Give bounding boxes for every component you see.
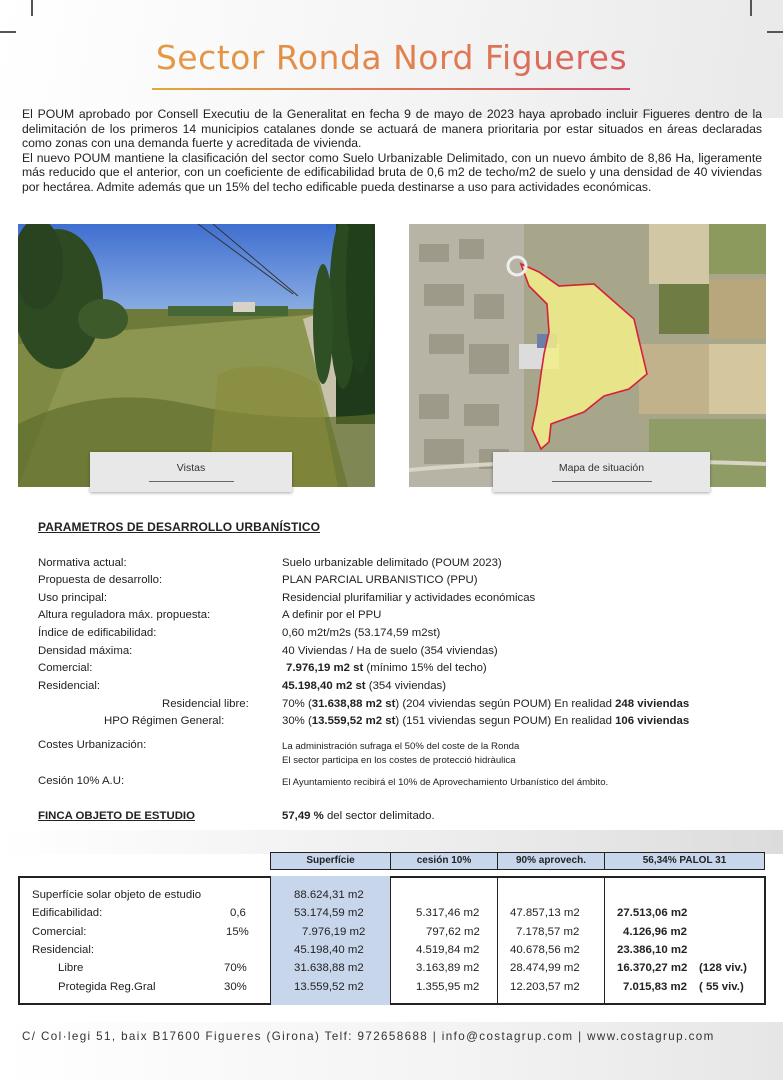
location-map [409, 224, 766, 487]
param-label: Cesión 10% A.U: [38, 775, 125, 787]
field-photo [18, 224, 375, 487]
row-label: Superfície solar objeto de estudio [32, 889, 202, 901]
param-value [282, 680, 446, 692]
param-value: Suelo urbanizable delimitado (POUM 2023) [282, 557, 502, 569]
cell-aprovech: 12.203,57 m2 [510, 981, 580, 993]
value-bold: 57,49 % [282, 810, 324, 822]
cell-palol: 7.015,83 m2 [623, 981, 687, 993]
param-label: Residencial: [38, 680, 101, 692]
param-value: El Ayuntamiento recibirá el 10% de Aprovechamiento Urbanístico del ámbito. [282, 777, 609, 788]
param-row [38, 680, 758, 696]
param-row-libre [38, 698, 758, 714]
crop-mark [767, 31, 783, 33]
value-bold: 248 viviendas [615, 698, 690, 710]
param-label: Comercial: [38, 662, 93, 674]
param-row-costes [38, 739, 758, 755]
crop-mark [750, 0, 752, 16]
row-label: Libre [58, 962, 84, 974]
row-pct: 15% [226, 926, 249, 938]
param-row [38, 574, 758, 590]
cell-cesion: 5.317,46 m2 [416, 907, 480, 919]
cell-aprovech: 40.678,56 m2 [510, 944, 580, 956]
table-header-superficie: Superfície [270, 852, 391, 870]
footer-contact: C/ Col·legi 51, baix B17600 Figueres (Girona) Telf: 972658688 | info@costagrup.com | www.costagrup.com [22, 1030, 715, 1043]
cell-superficie: 88.624,31 m2 [294, 889, 364, 901]
value-bold: 31.638,88 m2 st [311, 698, 396, 710]
param-value: PLAN PARCIAL URBANISTICO (PPU) [282, 574, 478, 586]
caption-text: Mapa de situación [552, 462, 652, 482]
table-row [0, 889, 783, 907]
cell-aprovech: 7.178,57 m2 [516, 926, 580, 938]
photo-caption-map [493, 452, 710, 492]
cell-palol: 16.370,27 m2 [617, 962, 688, 974]
param-value [286, 662, 487, 674]
param-label: Normativa actual: [38, 557, 127, 569]
param-row [38, 627, 758, 643]
crop-mark [0, 31, 16, 33]
value-rest: del sector delimitado. [323, 810, 435, 822]
cell-palol: 4.126,96 m2 [623, 926, 687, 938]
param-value: 40 Viviendas / Ha de suelo (354 viviendas) [282, 645, 498, 657]
table-row [0, 944, 783, 962]
value-bold: 45.198,40 m2 st [282, 680, 366, 692]
param-value [282, 698, 689, 710]
table-row [0, 907, 783, 925]
param-row [38, 609, 758, 625]
param-label: Costes Urbanización: [38, 739, 147, 751]
row-label: Comercial: [32, 926, 87, 938]
cell-aprovech: 47.857,13 m2 [510, 907, 580, 919]
table-row [0, 962, 783, 980]
development-parameters [38, 520, 738, 822]
page-title: Sector Ronda Nord Figueres [0, 38, 783, 77]
cell-aprovech: 28.474,99 m2 [510, 962, 580, 974]
value-rest: (354 viviendas) [365, 680, 447, 692]
param-label: Densidad máxima: [38, 645, 133, 657]
param-row-hpo [38, 715, 758, 731]
photo-caption-vistas [90, 452, 292, 492]
param-row-cesion [38, 775, 758, 791]
cell-viviendas: ( 55 viv.) [699, 981, 744, 993]
value-bold: 7.976,19 m2 st [286, 662, 364, 674]
param-row [38, 662, 758, 678]
param-label: HPO Régimen General: [104, 715, 225, 727]
param-row-costes-2 [38, 755, 758, 771]
param-label: Propuesta de desarrollo: [38, 574, 163, 586]
param-value: 0,60 m2t/m2s (53.174,59 m2st) [282, 627, 441, 639]
value-part: ) (204 viviendas según POUM) En realidad [395, 698, 616, 710]
cell-superficie: 13.559,52 m2 [294, 981, 364, 993]
row-pct: 0,6 [230, 907, 246, 919]
value-bold: 13.559,52 m2 st [311, 715, 396, 727]
caption-text: Vistas [149, 462, 234, 482]
param-value [282, 715, 689, 727]
param-label: FINCA OBJETO DE ESTUDIO [38, 810, 195, 822]
value-part: ) (151 viviendas segun POUM) En realidad [395, 715, 616, 727]
table-header-cesion: cesión 10% [390, 852, 498, 870]
param-value: Residencial plurifamiliar y actividades económicas [282, 592, 536, 604]
param-value: El sector participa en los costes de protecció hidràulica [282, 755, 516, 766]
table-header-palol: 56,34% PALOL 31 [604, 852, 765, 870]
param-label: Uso principal: [38, 592, 108, 604]
param-row [38, 645, 758, 661]
cell-palol: 27.513,06 m2 [617, 907, 688, 919]
intro-text [22, 107, 762, 195]
param-row [38, 557, 758, 573]
cell-superficie: 45.198,40 m2 [294, 944, 364, 956]
cell-cesion: 3.163,89 m2 [416, 962, 480, 974]
row-label: Edificabilidad: [32, 907, 103, 919]
row-pct: 70% [224, 962, 247, 974]
cell-superficie: 31.638,88 m2 [294, 962, 364, 974]
value-part: 70% ( [282, 698, 312, 710]
param-row [38, 592, 758, 608]
param-label: Altura reguladora máx. propuesta: [38, 609, 211, 621]
param-value: La administración sufraga el 50% del coste de la Ronda [282, 741, 520, 752]
value-bold: 106 viviendas [615, 715, 690, 727]
intro-paragraph-2: El nuevo POUM mantiene la clasificación del sector como Suelo Urbanizable Delimitado, con un nuevo ámbito de 8,86 Ha, ligeramente más reducido que el anterior, con un coeficiente de edificabilidad bruta de 0,6 m2 de techo/m2 de suelo y una densidad de 40 viviendas por hectárea. Admite además que un 15% del techo edificable pueda destinarse a uso para actividades económicas. [22, 150, 762, 194]
param-label: Índice de edificabilidad: [38, 627, 157, 639]
value-part: 30% ( [282, 715, 312, 727]
cell-viviendas: (128 viv.) [699, 962, 747, 974]
cell-cesion: 1.355,95 m2 [416, 981, 480, 993]
title-underline [152, 88, 630, 90]
cell-superficie: 53.174,59 m2 [294, 907, 364, 919]
row-label: Residencial: [32, 944, 95, 956]
table-header-aprovech: 90% aprovech. [497, 852, 605, 870]
value-rest: (mínimo 15% del techo) [363, 662, 487, 674]
table-row [0, 981, 783, 999]
param-value: A definir por el PPU [282, 609, 382, 621]
param-row-finca [38, 810, 758, 826]
cell-cesion: 797,62 m2 [426, 926, 480, 938]
table-band [0, 830, 783, 854]
param-label: Residencial libre: [162, 698, 249, 710]
cell-cesion: 4.519,84 m2 [416, 944, 480, 956]
crop-mark [31, 0, 33, 16]
table-row [0, 926, 783, 944]
row-pct: 30% [224, 981, 247, 993]
row-label: Protegida Reg.Gral [58, 981, 156, 993]
cell-superficie: 7.976,19 m2 [302, 926, 366, 938]
intro-paragraph-1: El POUM aprobado por Consell Executiu de la Generalitat en fecha 9 de mayo de 2023 haya aprobado incluir Figueres dentro de la delimitación de los primeros 14 municipios catalanes donde se actuará de manera prioritaria por estar situados en áreas declaradas como zonas con una demanda fuerte y acreditada de vivienda. [22, 107, 762, 151]
param-value [282, 810, 435, 822]
cell-palol: 23.386,10 m2 [617, 944, 688, 956]
params-title: PARAMETROS DE DESARROLLO URBANÍSTICO [38, 520, 321, 534]
